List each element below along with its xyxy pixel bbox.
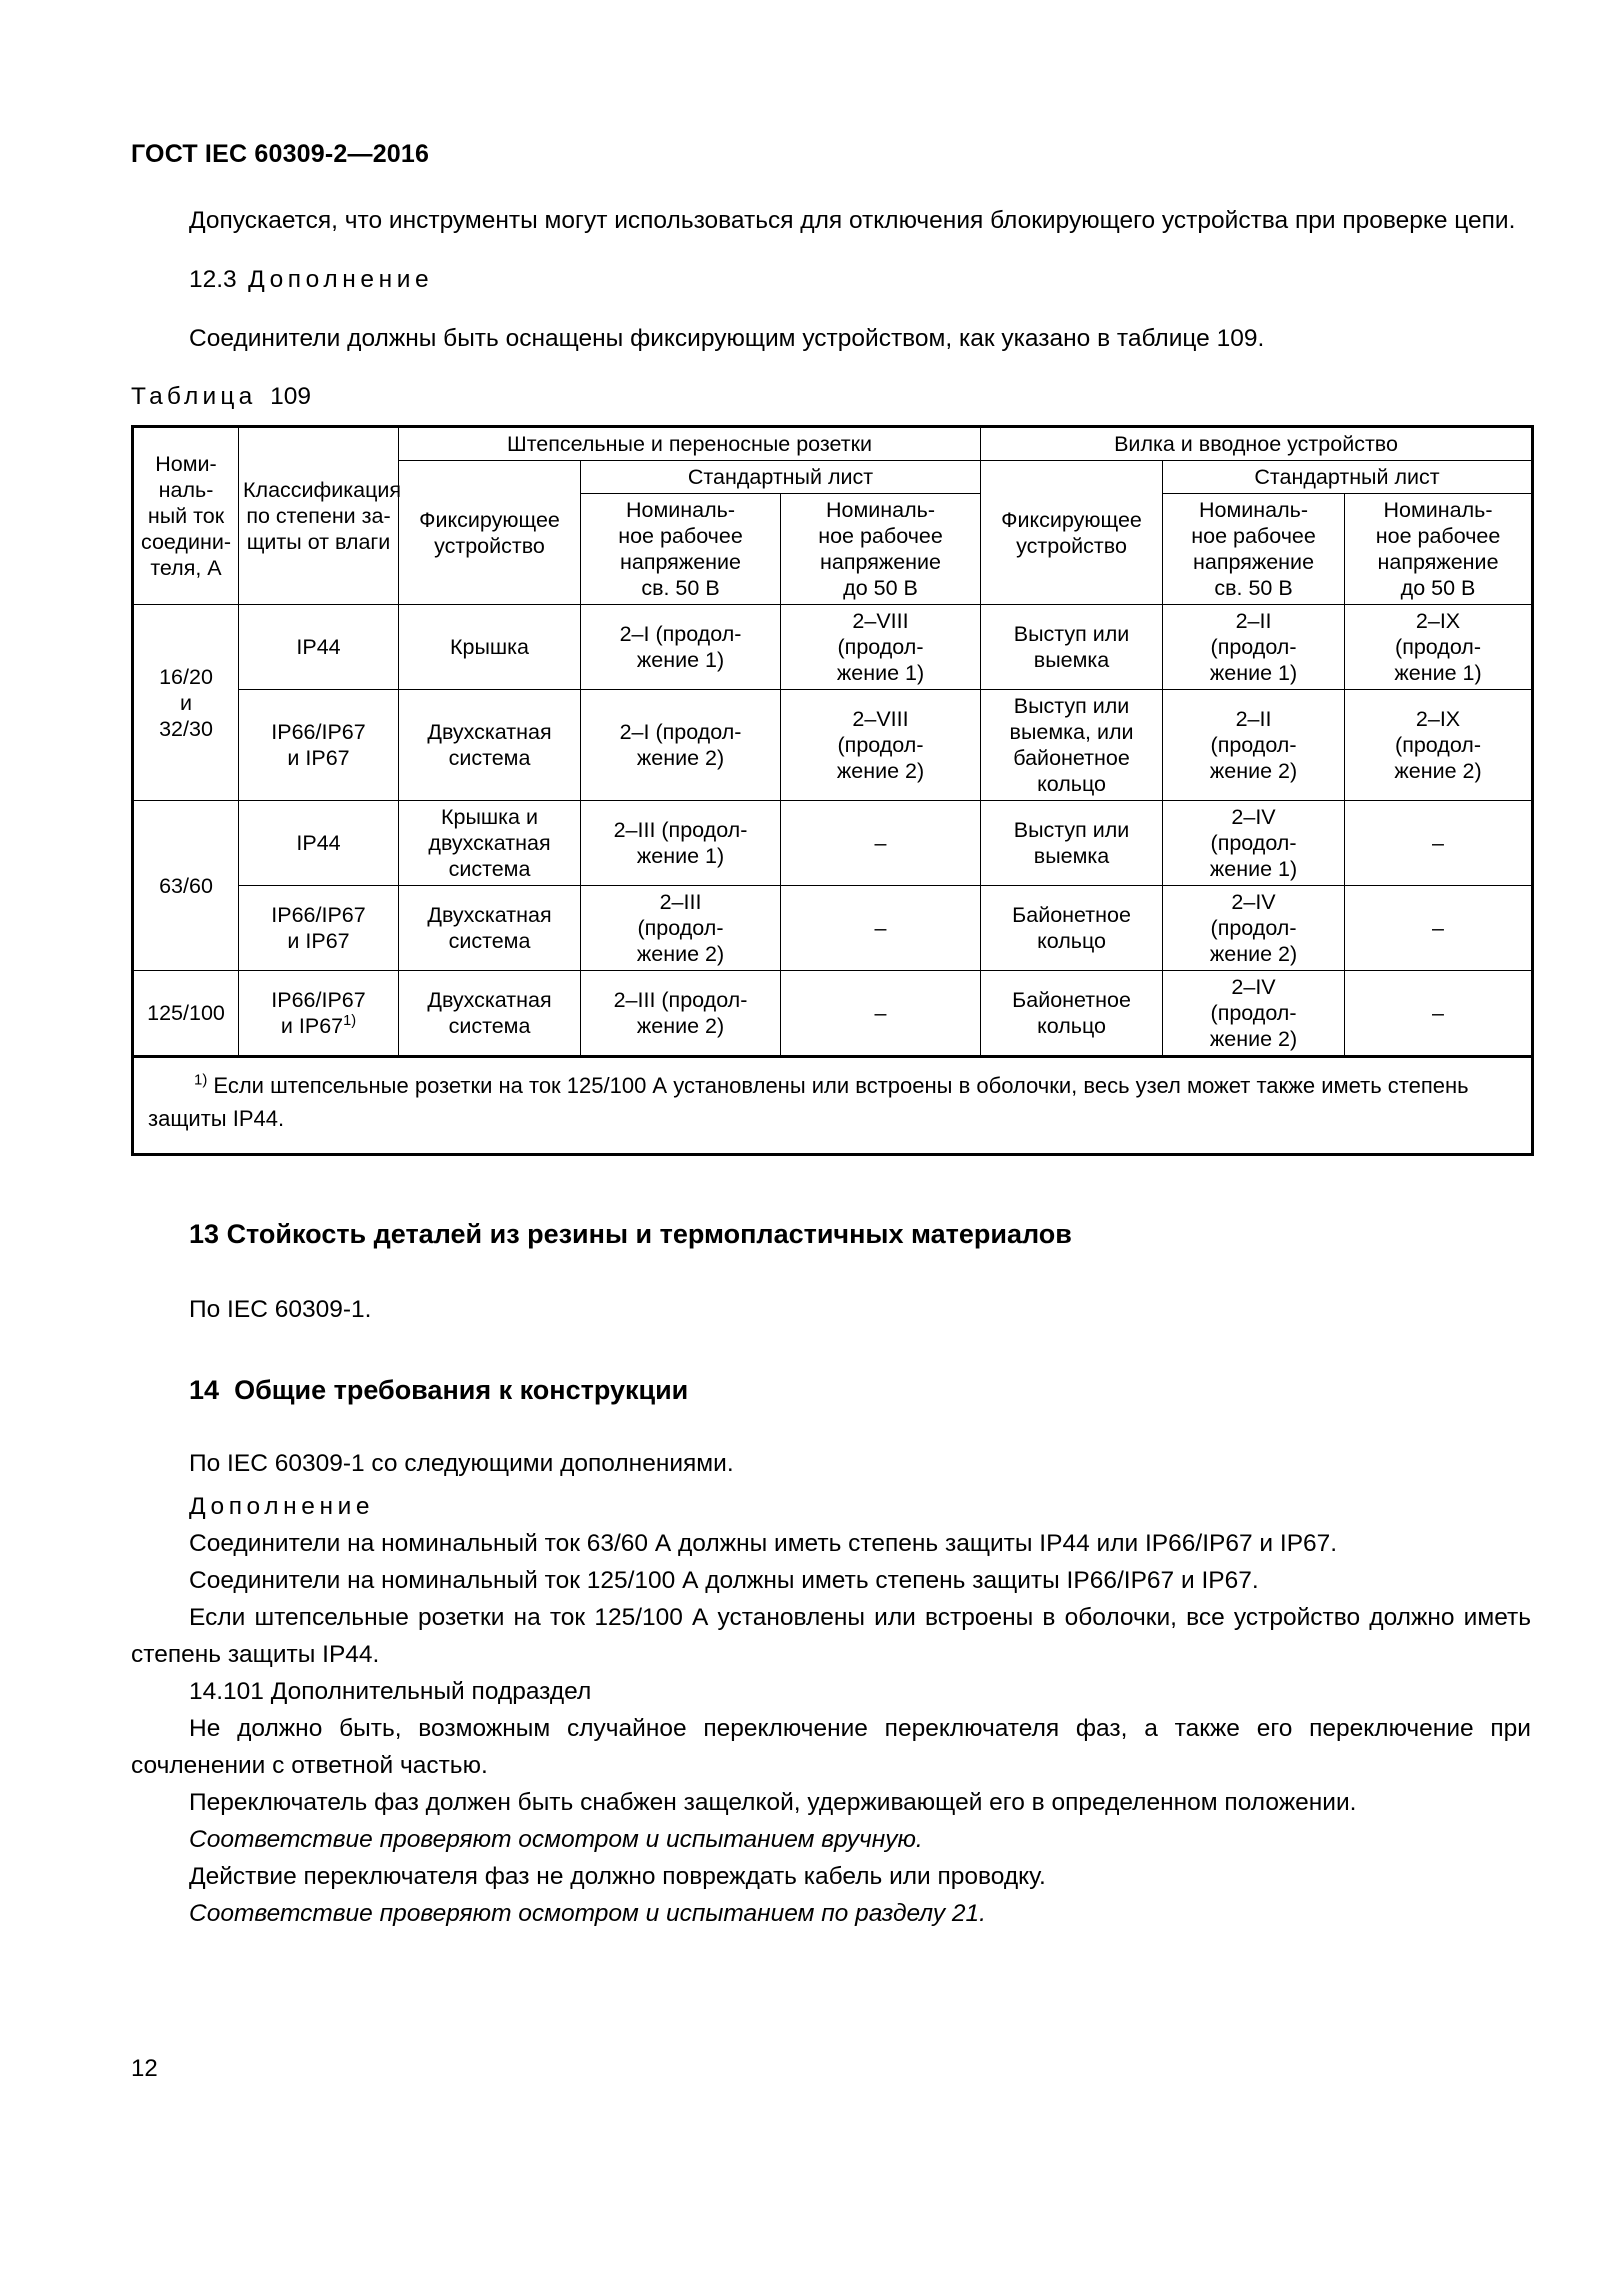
r2-sf-l3: система [448,857,531,881]
hdr-pv-a1: Номиналь- [1199,498,1309,522]
section-14-paragraph-1: Соединители на номинальный ток 63/60 А должны иметь степень защиты IP44 или IP66/IP67 и IP67. [189,1530,1338,1557]
footnote-ref: 1) [343,1012,357,1029]
r0-sb-l3: жение 1) [836,661,925,685]
table-row [133,605,1533,690]
cell-plug-voltage-above [1163,690,1345,801]
hdr-class-l2: по степени за- [246,504,391,528]
cell-classification [239,886,399,971]
r0-pa-l1: 2–II [1235,609,1272,633]
r2-sb-l1: – [874,831,887,855]
r1-sf-l1: Двухскатная [427,720,552,744]
hdr-sv-b4: до 50 В [843,576,918,600]
r3-pa-l1: 2–IV [1231,890,1276,914]
cell-socket-voltage-below [781,886,981,971]
cell-plug-voltage-below [1345,605,1533,690]
r0-pa-l2: (продол- [1210,635,1297,659]
section-13-number: 13 [189,1219,220,1249]
r3-sa-l2: (продол- [637,916,724,940]
r0-pb-l2: (продол- [1395,635,1482,659]
r0-pb-l1: 2–IX [1415,609,1461,633]
r3-sa-l1: 2–III [659,890,702,914]
r2-pa-l3: жение 1) [1209,857,1298,881]
table-caption-number: 109 [270,383,311,410]
r1-pb-l2: (продол- [1395,733,1482,757]
page-content [131,0,1531,1932]
r3-sf-l1: Двухскатная [427,903,552,927]
hdr-sv-b3: напряжение [820,550,942,574]
paragraph-intro-1: Допускается, что инструменты могут использоваться для отключения блокирующего устройства при проверке цепи. [189,207,1516,234]
r4-pa-l3: жение 2) [1209,1027,1298,1051]
section-14-paragraph-3: Если штепсельные розетки на ток 125/100 А установлены или встроены в оболочки, все устройство должно иметь степень защиты IP44. [131,1604,1531,1668]
hdr-pv-b3: напряжение [1377,550,1499,574]
hdr-plug-fix-l2: устройство [1016,533,1127,558]
clause-14-101-heading: 14.101 Дополнительный подраздел [189,1678,592,1705]
header-plug-voltage-below [1345,494,1533,605]
clause-14-101-paragraph-5: Соответствие проверяют осмотром и испытанием по разделу 21. [189,1900,986,1927]
r4-pa-l2: (продол- [1210,1001,1297,1025]
section-14-heading [131,1373,1531,1407]
r3-class-l1: IP66/IP67 [271,903,366,927]
r1-sb-l3: жение 2) [836,759,925,783]
section-13-heading [131,1217,1531,1251]
r1-sa-l1: 2–I (продол- [619,720,742,744]
header-plug-fixing [981,461,1163,605]
header-group-socket: Штепсельные и переносные розетки [399,427,981,461]
hdr-sock-fix-l2: устройство [434,533,545,558]
cell-socket-fixing [399,886,581,971]
r2-pb-l1: – [1432,831,1445,855]
hdr-sv-b2: ное рабочее [818,524,943,548]
cell-plug-voltage-below [1345,801,1533,886]
r1-sb-l1: 2–VIII [852,707,909,731]
hdr-pv-a3: напряжение [1193,550,1315,574]
r1-sf-l2: система [448,746,531,770]
cell-socket-voltage-above [581,605,781,690]
cell-plug-voltage-below [1345,971,1533,1057]
hdr-current-l1: Номи- [155,452,217,476]
cell-plug-voltage-below [1345,886,1533,971]
r1-pa-l2: (продол- [1210,733,1297,757]
hdr-pv-b2: ное рабочее [1375,524,1501,548]
r1-class-l2: и IP67 [287,746,350,770]
r2-sf-l2: двухскатная [428,831,551,855]
r4-sb-l1: – [874,1001,887,1025]
header-socket-fixing [399,461,581,605]
cell-classification [239,971,399,1057]
running-header: ГОСТ IEC 60309-2—2016 [131,140,430,168]
cell-socket-voltage-below [781,801,981,886]
table-row [133,971,1533,1057]
r3-class-l2: и IP67 [287,929,350,953]
cell-plug-fixing [981,801,1163,886]
r0-sa-l1: 2–I (продол- [619,622,742,646]
footnote-body [148,1069,1517,1135]
cell-socket-voltage-below [781,971,981,1057]
header-group-plug: Вилка и вводное устройство [981,427,1533,461]
clause-14-101-paragraph-4: Действие переключателя фаз не должно повреждать кабель или проводку. [189,1863,1046,1890]
r1-pf-l3: байонетное [1013,746,1130,770]
hdr-current-l4: соедини- [140,530,232,554]
footnote-marker: 1) [194,1071,208,1089]
header-cell-classification [239,427,402,605]
cell-socket-fixing [399,971,581,1057]
r0-pa-l3: жение 1) [1209,661,1298,685]
hdr-current-l3: ный ток [147,504,225,528]
header-plug-voltage-above [1163,494,1345,605]
r0-pb-l3: жение 1) [1394,661,1482,685]
cell-classification [239,801,399,886]
r1-pf-l2: выемка, или [1009,720,1134,744]
r4-pf-l1: Байонетное [1012,988,1131,1012]
hdr-sock-fix-l1: Фиксирующее [419,507,560,532]
cur-g0-l1: 16/20 [159,664,213,689]
table-row [133,886,1533,971]
r4-pa-l1: 2–IV [1231,975,1276,999]
table-caption-label: Таблица [131,383,257,410]
hdr-sv-b1: Номиналь- [826,498,936,522]
cell-plug-voltage-above [1163,886,1345,971]
r3-pf-l1: Байонетное [1012,903,1131,927]
r2-pa-l1: 2–IV [1231,805,1276,829]
r2-pa-l2: (продол- [1210,831,1297,855]
cell-plug-voltage-below [1345,690,1533,801]
r1-pa-l3: жение 2) [1209,759,1298,783]
r3-pa-l3: жение 2) [1209,942,1298,966]
cur-g0-l3: 32/30 [159,716,213,741]
r2-sa-l2: жение 1) [636,844,725,868]
r0-sa-l2: жение 1) [636,648,725,672]
table-109 [131,425,1534,1156]
header-socket-voltage-below [781,494,981,605]
cell-current-16-32 [133,605,239,801]
cell-plug-voltage-above [1163,801,1345,886]
cell-socket-voltage-above [581,690,781,801]
r2-sa-l1: 2–III (продол- [613,818,748,842]
cell-socket-fixing [399,801,581,886]
table-row [133,690,1533,801]
r4-sf-l1: Двухскатная [427,988,552,1012]
cell-plug-fixing [981,690,1163,801]
r1-pb-l1: 2–IX [1415,707,1461,731]
r3-pa-l2: (продол- [1210,916,1297,940]
r3-sf-l2: система [448,929,531,953]
cell-socket-fixing [399,605,581,690]
r2-pf-l1: Выступ или [1013,818,1130,842]
r1-sb-l2: (продол- [837,733,924,757]
header-socket-voltage-above [581,494,781,605]
clause-12-3-title: Дополнение [248,266,434,293]
r0-sb-l2: (продол- [837,635,924,659]
r3-pf-l2: кольцо [1037,929,1106,953]
r1-pf-l1: Выступ или [1013,694,1130,718]
hdr-pv-a4: св. 50 В [1214,576,1293,600]
cur-g1-l1: 63/60 [159,873,213,898]
r1-pa-l1: 2–II [1235,707,1272,731]
r2-pf-l2: выемка [1033,844,1110,868]
header-plug-std-sheet: Стандартный лист [1163,461,1533,494]
cell-classification [239,605,399,690]
cell-socket-voltage-above [581,971,781,1057]
r2-sf-l1: Крышка и [440,805,538,829]
cell-plug-fixing [981,605,1163,690]
hdr-sv-a4: св. 50 В [641,576,720,600]
section-13-title: Стойкость деталей из резины и термопластичных материалов [226,1219,1072,1249]
hdr-sv-a2: ное рабочее [618,524,743,548]
clause-12-3-heading [131,261,1531,298]
r0-pf-l2: выемка [1033,648,1110,672]
hdr-sv-a3: напряжение [619,550,741,574]
r3-pb-l1: – [1432,916,1445,940]
hdr-class-l1: Классификация [243,478,402,502]
paragraph-intro-2: Соединители должны быть оснащены фиксирующим устройством, как указано в таблице 109. [189,325,1265,352]
r1-pb-l3: жение 2) [1394,759,1482,783]
r0-sb-l1: 2–VIII [852,609,909,633]
clause-12-3-number: 12.3 [189,266,237,293]
cell-plug-voltage-above [1163,605,1345,690]
r4-class-l2: и IP67$^{1)}$ [280,1012,357,1038]
r4-sf-l2: система [448,1014,531,1038]
section-14-body: По IEC 60309-1 со следующими дополнениями. [189,1450,734,1477]
clause-14-101-paragraph-3: Соответствие проверяют осмотром и испытанием вручную. [189,1826,923,1853]
r1-sa-l2: жение 2) [636,746,725,770]
cell-socket-voltage-above [581,886,781,971]
clause-14-101-paragraph-1: Не должно быть, возможным случайное переключение переключателя фаз, а также его переключение при сочленении с ответной частью. [131,1715,1531,1779]
r0-pf-l1: Выступ или [1013,622,1130,646]
table-caption [131,378,1531,415]
hdr-pv-a2: ное рабочее [1191,524,1316,548]
hdr-class-l3: щиты от влаги [246,530,391,554]
section-14-title: Общие требования к конструкции [234,1375,689,1405]
r4-class-l1: IP66/IP67 [271,988,366,1012]
r1-class-l1: IP66/IP67 [271,720,366,744]
hdr-plug-fix-l1: Фиксирующее [1001,507,1142,532]
r1-pf-l4: кольцо [1037,772,1106,796]
page-number: 12 [131,2055,158,2082]
cell-plug-fixing [981,886,1163,971]
table-header-row-1 [133,427,1533,461]
r0-sf-l1: Крышка [449,635,530,659]
hdr-pv-b4: до 50 В [1400,576,1476,600]
table-row [133,801,1533,886]
section-14-paragraph-2: Соединители на номинальный ток 125/100 А должны иметь степень защиты IP66/IP67 и IP67. [189,1567,1259,1594]
hdr-sv-a1: Номиналь- [625,498,735,522]
cell-socket-voltage-above [581,801,781,886]
r3-sa-l3: жение 2) [636,942,725,966]
hdr-pv-b1: Номиналь- [1383,498,1493,522]
table-footnote-row [133,1057,1533,1155]
r4-pf-l2: кольцо [1037,1014,1106,1038]
r2-class-l1: IP44 [296,831,341,855]
header-cell-current [133,427,239,605]
cell-plug-fixing [981,971,1163,1057]
cell-current-125-100 [133,971,239,1057]
cell-socket-voltage-below [781,690,981,801]
cell-plug-voltage-above [1163,971,1345,1057]
section-13-body: По IEC 60309-1. [189,1296,372,1323]
hdr-current-l2: наль- [158,478,214,502]
cur-g0-l2: и [179,690,192,715]
table-footnote [133,1057,1533,1155]
section-14-addition-label: Дополнение [189,1493,375,1520]
cell-classification [239,690,399,801]
hdr-current-l5: теля, А [150,556,222,580]
r0-class-l1: IP44 [296,635,341,659]
r4-sa-l1: 2–III (продол- [613,988,748,1012]
cell-current-63-60 [133,801,239,971]
footnote-text: Если штепсельные розетки на ток 125/100 А установлены или встроены в оболочки, весь узел может также иметь степень защиты IP44. [148,1073,1469,1131]
cur-g2-l1: 125/100 [147,1001,225,1025]
clause-14-101-paragraph-2: Переключатель фаз должен быть снабжен защелкой, удерживающей его в определенном положении. [189,1789,1357,1816]
section-14-number: 14 [189,1375,220,1405]
header-socket-std-sheet: Стандартный лист [581,461,981,494]
r4-sa-l2: жение 2) [636,1014,725,1038]
r4-pb-l1: – [1432,1001,1445,1025]
cell-socket-fixing [399,690,581,801]
r3-sb-l1: – [874,916,887,940]
cell-socket-voltage-below [781,605,981,690]
